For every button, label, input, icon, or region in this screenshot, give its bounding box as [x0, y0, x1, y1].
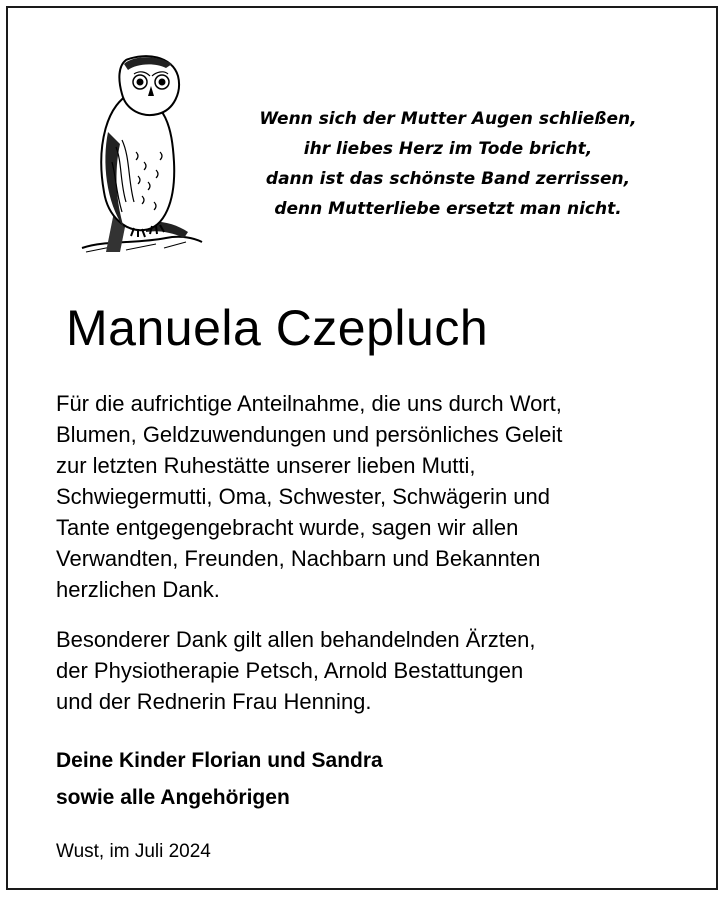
- thanks-line: Für die aufrichtige Anteilnahme, die uns durch Wort,: [56, 391, 562, 416]
- thanks-paragraph: [56, 388, 706, 605]
- thanks-line: Tante entgegengebracht wurde, sagen wir allen: [56, 515, 519, 540]
- signoff: [56, 742, 383, 816]
- poem-line: ihr liebes Herz im Tode bricht,: [303, 139, 593, 159]
- obituary-card: [6, 6, 718, 890]
- place-date: Wust, im Juli 2024: [56, 841, 211, 862]
- thanks-line: herzlichen Dank.: [56, 577, 220, 602]
- special-thanks-line: der Physiotherapie Petsch, Arnold Bestattungen: [56, 658, 524, 683]
- signoff-line: Deine Kinder Florian und Sandra: [56, 749, 383, 772]
- thanks-line: Verwandten, Freunden, Nachbarn und Bekannten: [56, 546, 541, 571]
- special-thanks-line: und der Rednerin Frau Henning.: [56, 689, 372, 714]
- special-thanks-line: Besonderer Dank gilt allen behandelnden Ärzten,: [56, 627, 536, 652]
- owl-icon: [76, 52, 206, 262]
- thanks-line: Blumen, Geldzuwendungen und persönliches Geleit: [56, 422, 563, 447]
- poem-line: Wenn sich der Mutter Augen schließen,: [259, 109, 637, 129]
- special-thanks-paragraph: [56, 624, 706, 717]
- poem-verse: [228, 104, 668, 224]
- thanks-line: zur letzten Ruhestätte unserer lieben Mutti,: [56, 453, 476, 478]
- deceased-name: Manuela Czepluch: [66, 300, 489, 356]
- signoff-line: sowie alle Angehörigen: [56, 786, 290, 809]
- poem-line: dann ist das schönste Band zerrissen,: [265, 169, 631, 189]
- thanks-line: Schwiegermutti, Oma, Schwester, Schwägerin und: [56, 484, 551, 509]
- poem-line: denn Mutterliebe ersetzt man nicht.: [274, 199, 622, 219]
